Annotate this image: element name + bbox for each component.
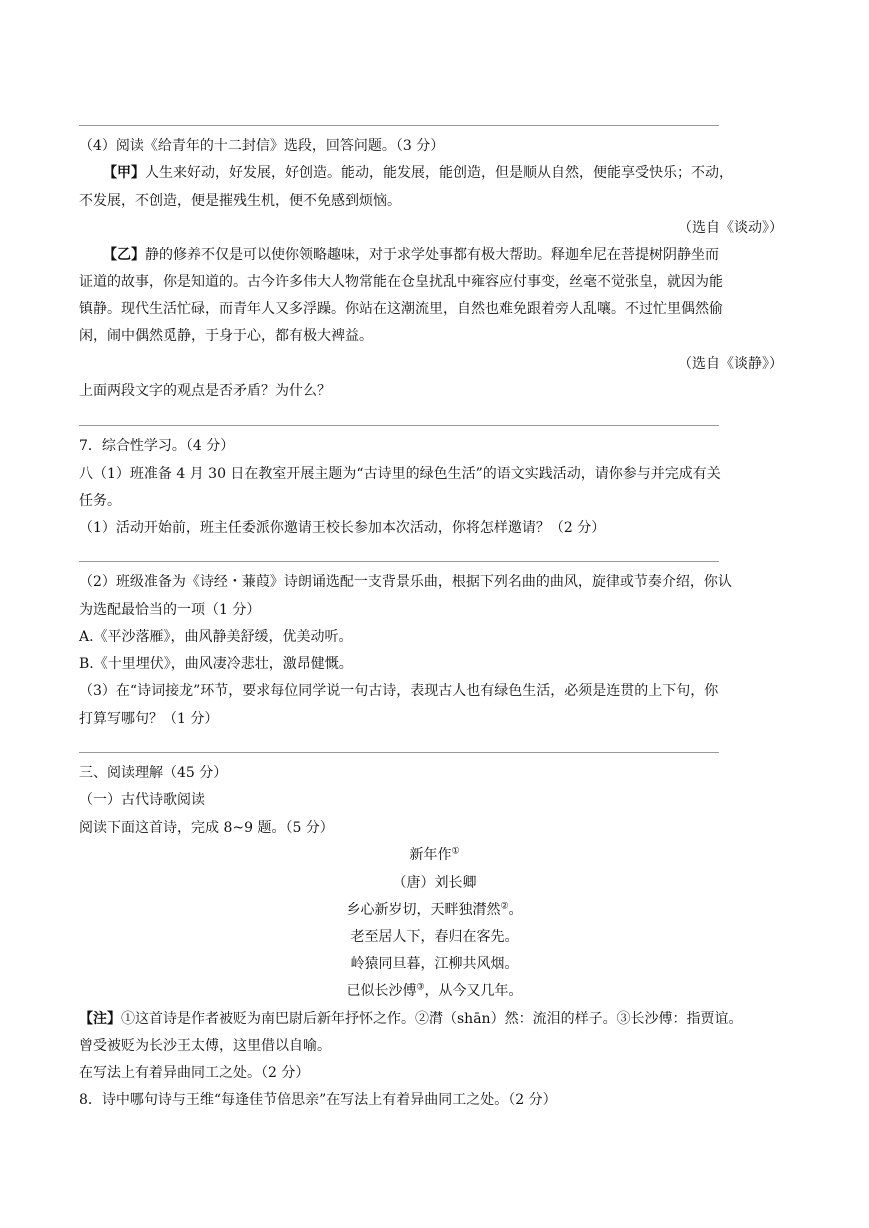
poem-line4 [0,981,869,1001]
answer-line [79,561,719,562]
q7-sub1: （1）活动开始前，班主任委派你邀请王校长参加本次活动，你将怎样邀请？（2 分） [79,520,606,536]
poem-line2: 老至居人下，春归在客先。 [350,929,519,945]
q4-yi-line3: 镇静。现代生活忙碌，而青年人又多浮躁。你站在这潮流里，自然也难免跟着旁人乱嚷。不过忙里偶然偷 [79,301,723,317]
poem-author: （唐）刘长卿 [392,875,477,891]
yi-source: （选自《谈静》） [678,356,783,372]
q7-intro-line2: 任务。 [79,493,121,509]
footnote-mark: ① [451,846,460,857]
notes-tag: 【注】 [79,1011,121,1027]
q7-sub3-line1: （3）在“诗词接龙”环节，要求每位同学说一句古诗，表现古人也有绿色生活，必须是连贯的上下句，你 [79,683,719,699]
poem-title [0,845,869,865]
footnote-mark: ③ [416,982,425,993]
q4-heading: （4）阅读《给青年的十二封信》选段，回答问题。（3 分） [79,138,445,154]
q7-sub2-line2: 为选配最恰当的一项（1 分） [79,602,261,618]
q4-yi-line4: 闲，闹中偶然觅静，于身于心，都有极大裨益。 [79,328,373,344]
jia-source: （选自《谈动》） [678,220,783,236]
answer-line [79,125,719,126]
answer-line [79,752,719,753]
q4-question: 上面两段文字的观点是否矛盾？为什么？ [79,383,331,399]
poem-line1-text: 乡心新岁切，天畔独潸然 [346,902,501,918]
poem-line1 [0,900,869,920]
poem-line3: 岭猿同旦暮，江柳共风烟。 [350,956,519,972]
section3-heading: 三、阅读理解（45 分） [79,765,228,781]
q4-yi-line2: 证道的故事，你是知道的。古今许多伟大人物常能在仓皇扰乱中雍容应付事变，丝毫不觉张皇，就因为能 [79,274,723,290]
option-a: A.《平沙落雁》，曲风静美舒缓，优美动听。 [79,629,353,645]
notes-line2: 曾受被贬为长沙王太傅，这里借以自喻。 [79,1038,331,1054]
q8-question: 8．诗中哪句诗与王维“每逢佳节倍思亲”在写法上有着异曲同工之处。（2 分） [79,1092,557,1108]
section3-part1: （一）古代诗歌阅读 [79,792,205,808]
notes-text: ①这首诗是作者被贬为南巴尉后新年抒怀之作。②潸（shān）然：流泪的样子。③长沙傅：指贾谊。 [121,1011,743,1027]
yi-text: 静的修养不仅是可以使你领略趣味，对于求学处事都有极大帮助。释迦牟尼在菩提树阴静坐而 [145,247,719,263]
jia-text: 人生来好动，好发展，好创造。能动，能发展，能创造，但是顺从自然，便能享受快乐；不动， [145,165,733,181]
yi-tag: 【乙】 [103,247,145,263]
footnote-mark: ② [500,901,509,912]
q7-intro-line1: 八（1）班准备 4 月 30 日在教室开展主题为“古诗里的绿色生活”的语文实践活动，请你参与并完成有关 [79,466,721,482]
answer-line [79,425,719,426]
poem-title-text: 新年作 [409,847,452,863]
jia-tag: 【甲】 [103,165,145,181]
q4-yi-line1 [103,245,719,265]
q7-sub3-line2: 打算写哪句？（1 分） [79,711,219,727]
q7-heading: 7．综合性学习。（4 分） [79,438,235,454]
poem-line4-end: ，从今又几年。 [424,983,523,999]
q4-jia-line2: 不发展，不创造，便是摧残生机，便不免感到烦恼。 [79,193,401,209]
poem-line1-end: 。 [508,902,523,918]
notes-line1 [79,1009,743,1029]
section3-instruction: 阅读下面这首诗，完成 8~9 题。（5 分） [79,820,334,836]
option-b: B.《十里埋伏》，曲风凄冷悲壮，激昂健慨。 [79,656,353,672]
q4-jia-line1 [103,163,733,183]
q8-stray-text: 在写法上有着异曲同工之处。（2 分） [79,1065,310,1081]
poem-line4-text: 已似长沙傅 [346,983,417,999]
q7-sub2-line1: （2）班级准备为《诗经・蒹葭》诗朗诵选配一支背景乐曲，根据下列名曲的曲风，旋律或节奏介绍，你认 [79,574,732,590]
